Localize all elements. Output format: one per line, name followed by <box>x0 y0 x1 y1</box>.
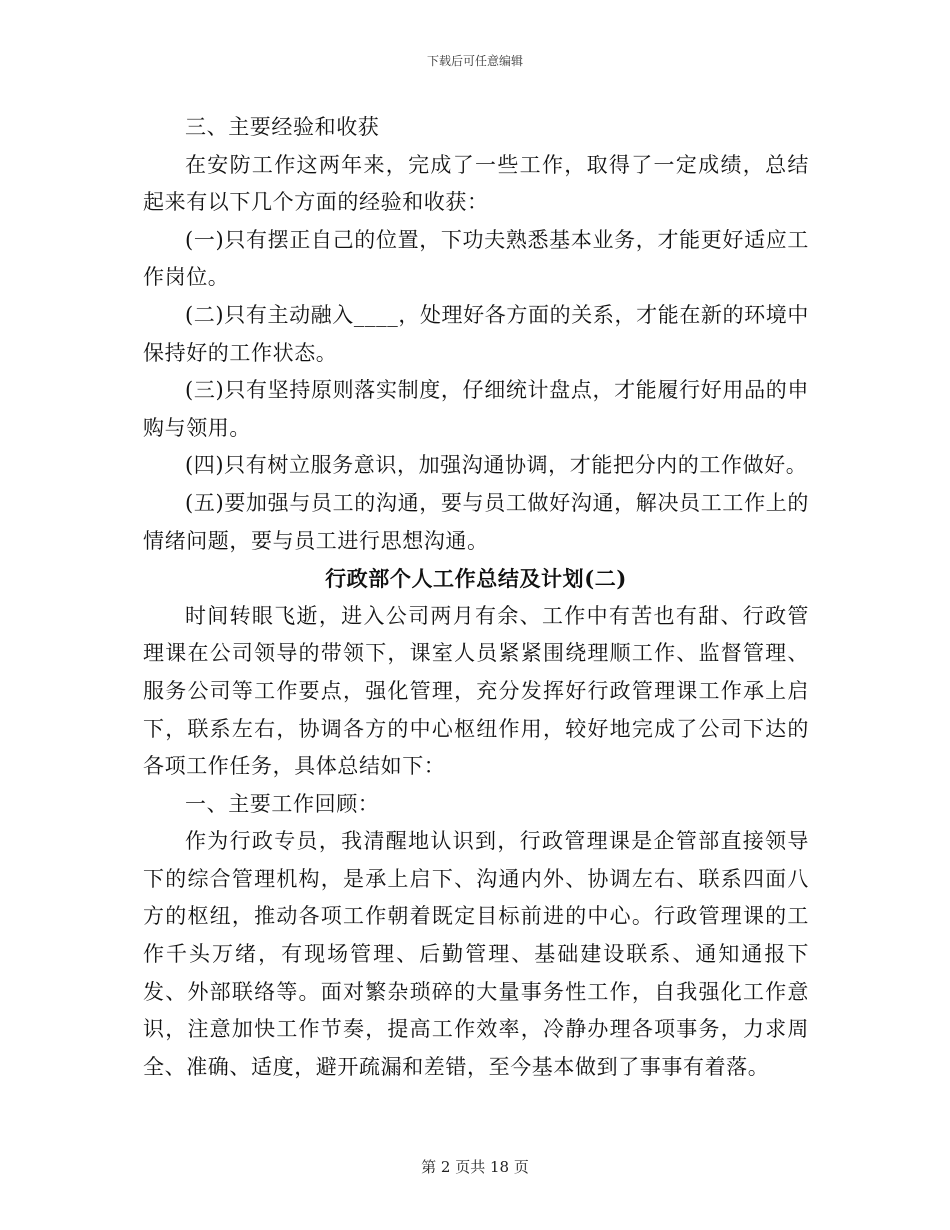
page-header: 下载后可任意编辑 <box>426 54 523 68</box>
document-body <box>143 109 809 1086</box>
page-footer: 第 2 页共 18 页 <box>421 1158 529 1176</box>
paragraph: 时间转眼飞逝，进入公司两月有余、工作中有苦也有甜、行政管理课在公司领导的带领下，课室人员紧紧围绕理顺工作、监督管理、服务公司等工作要点，强化管理，充分发挥好行政管理课工作承上启下，联系左右，协调各方的中心枢纽作用，较好地完成了公司下达的各项工作任务，具体总结如下： <box>143 603 809 779</box>
list-item: (三)只有坚持原则落实制度，仔细统计盘点，才能履行好用品的申购与领用。 <box>143 378 809 440</box>
list-item: (四)只有树立服务意识，加强沟通协调，才能把分内的工作做好。 <box>185 453 808 478</box>
paragraph: 在安防工作这两年来，完成了一些工作，取得了一定成绩，总结起来有以下几个方面的经验和收获： <box>143 152 809 215</box>
list-item: (五)要加强与员工的沟通，要与员工做好沟通，解决员工工作上的情绪问题，要与员工进行思想沟通。 <box>143 490 809 553</box>
paragraph: 作为行政专员，我清醒地认识到，行政管理课是企管部直接领导下的综合管理机构，是承上启下、沟通内外、协调左右、联系四面八方的枢纽，推动各项工作朝着既定目标前进的中心。行政管理课的工作千头万绪，有现场管理、后勤管理、基础建设联系、通知通报下发、外部联络等。面对繁杂琐碎的大量事务性工作，自我强化工作意识，注意加快工作节奏，提高工作效率，冷静办理各项事务，力求周全、准确、适度，避开疏漏和差错，至今基本做到了事事有着落。 <box>143 829 809 1079</box>
section-heading-experience: 三、主要经验和收获 <box>185 115 380 139</box>
document-title: 行政部个人工作总结及计划(二) <box>325 566 627 592</box>
list-item: (一)只有摆正自己的位置，下功夫熟悉基本业务，才能更好适应工作岗位。 <box>143 227 809 290</box>
list-item: (二)只有主动融入____，处理好各方面的关系，才能在新的环境中保持好的工作状态。 <box>143 302 809 365</box>
section-heading-review: 一、主要工作回顾： <box>185 791 380 816</box>
